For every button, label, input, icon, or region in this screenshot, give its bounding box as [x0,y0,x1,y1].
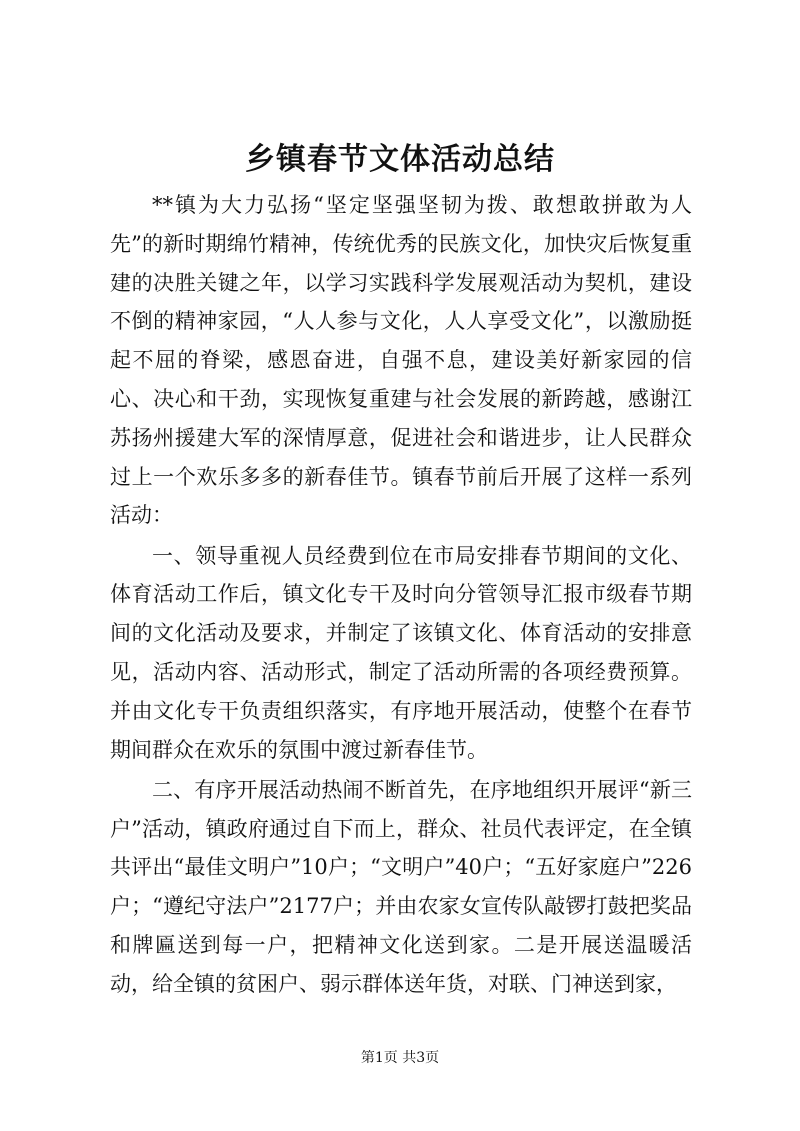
paragraph-intro: **镇为大力弘扬“坚定坚强坚韧为拨、敢想敢拼敢为人先”的新时期绵竹精神，传统优秀的民族文化，加快灾后恢复重建的决胜关键之年，以学习实践科学发展观活动为契机，建设不倒的精神家园，“人人参与文化，人人享受文化”，以激励挺起不屈的脊梁，感恩奋进，自强不息，建设美好新家园的信心、决心和干劲，实现恢复重建与社会发展的新跨越，感谢江苏扬州援建大军的深情厚意，促进社会和谐进步，让人民群众过上一个欢乐多多的新春佳节。镇春节前后开展了这样一系列活动： [110,193,692,528]
page-number-footer: 第1页 共3页 [360,1050,440,1066]
document-body [110,186,692,1004]
document-title: 乡镇春节文体活动总结 [245,142,555,177]
paragraph-section-two: 二、有序开展活动热闹不断首先，在序地组织开展评“新三户”活动，镇政府通过自下而上，群众、社员代表评定，在全镇共评出“最佳文明户”10户；“文明户”40户；“五好家庭户”226户；“遵纪守法户”2177户；并由农家女宣传队敲锣打鼓把奖品和牌匾送到每一户，把精神文化送到家。二是开展送温暖活动，给全镇的贫困户、弱示群体送年货，对联、门神送到家， [110,777,692,996]
paragraph-section-one: 一、领导重视人员经费到位在市局安排春节期间的文化、体育活动工作后，镇文化专干及时向分管领导汇报市级春节期间的文化活动及要求，并制定了该镇文化、体育活动的安排意见，活动内容、活动形式，制定了活动所需的各项经费预算。并由文化专干负责组织落实，有序地开展活动，使整个在春节期间群众在欢乐的氛围中渡过新春佳节。 [110,543,692,762]
